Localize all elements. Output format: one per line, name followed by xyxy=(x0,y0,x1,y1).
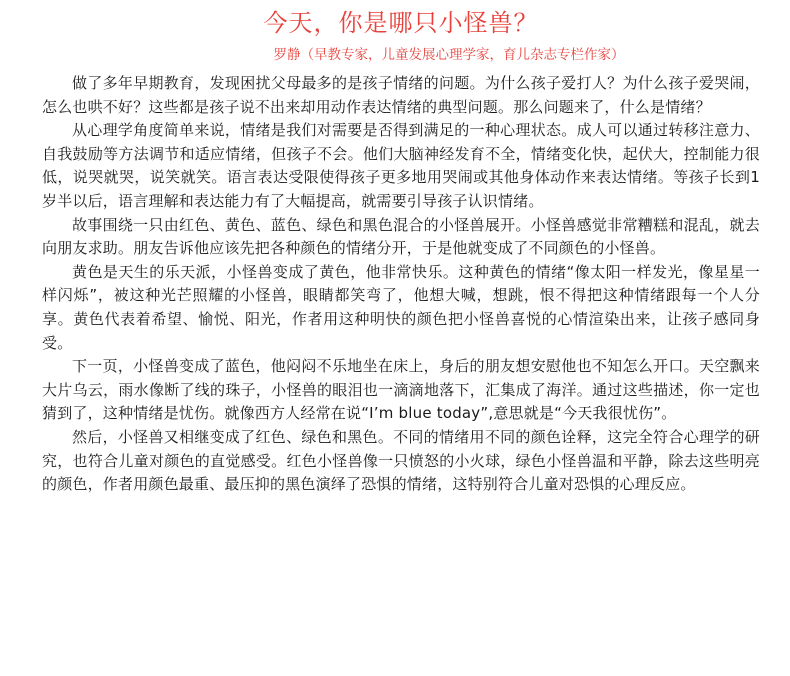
paragraph: 从心理学角度简单来说，情绪是我们对需要是否得到满足的一种心理状态。成人可以通过转移注意力、自我鼓励等方法调节和适应情绪，但孩子不会。他们大脑神经发育不全，情绪变化快，起伏大，控制能力很低，说哭就哭，说笑就笑。语言表达受限使得孩子更多地用哭闹或其他身体动作来表达情绪。等孩子长到1岁半以后，语言理解和表达能力有了大幅提高，就需要引导孩子认识情绪。 xyxy=(42,121,760,210)
paragraph: 然后，小怪兽又相继变成了红色、绿色和黑色。不同的情绪用不同的颜色诠释，这完全符合心理学的研究，也符合儿童对颜色的直觉感受。红色小怪兽像一只愤怒的小火球，绿色小怪兽温和平静，除去这些明亮的颜色，作者用颜色最重、最压抑的黑色演绎了恐惧的情绪，这特别符合儿童对恐惧的心理反应。 xyxy=(42,427,760,494)
article-page xyxy=(0,6,790,676)
paragraph: 黄色是天生的乐天派，小怪兽变成了黄色，他非常快乐。这种黄色的情绪“像太阳一样发光，像星星一样闪烁”，被这种光芒照耀的小怪兽，眼睛都笑弯了，他想大喊，想跳，恨不得把这种情绪跟每一个人分享。黄色代表着希望、愉悦、阳光，作者用这种明快的颜色把小怪兽喜悦的心情渲染出来，让孩子感同身受。 xyxy=(42,262,760,352)
article-title: 今天，你是哪只小怪兽？ xyxy=(263,9,539,37)
paragraph: 下一页，小怪兽变成了蓝色，他闷闷不乐地坐在床上，身后的朋友想安慰他也不知怎么开口。天空飘来大片乌云，雨水像断了线的珠子，小怪兽的眼泪也一滴滴地落下，汇集成了海洋。通过这些描述，你一定也猜到了，这种情绪是忧伤。就像西方人经常在说“I’m blue today”,意思就是“今天我很忧伤”。 xyxy=(42,357,760,423)
author-byline: 罗静（早教专家，儿童发展心理学家，育儿杂志专栏作家） xyxy=(273,47,625,63)
paragraph: 故事围绕一只由红色、黄色、蓝色、绿色和黑色混合的小怪兽展开。小怪兽感觉非常糟糕和混乱，就去向朋友求助。朋友告诉他应该先把各种颜色的情绪分开，于是他就变成了不同颜色的小怪兽。 xyxy=(42,215,760,258)
paragraph: 做了多年早期教育，发现困扰父母最多的是孩子情绪的问题。为什么孩子爱打人？为什么孩子爱哭闹，怎么也哄不好？这些都是孩子说不出来却用动作表达情绪的典型问题。那么问题来了，什么是情绪？ xyxy=(42,74,760,116)
article-body xyxy=(42,72,760,497)
